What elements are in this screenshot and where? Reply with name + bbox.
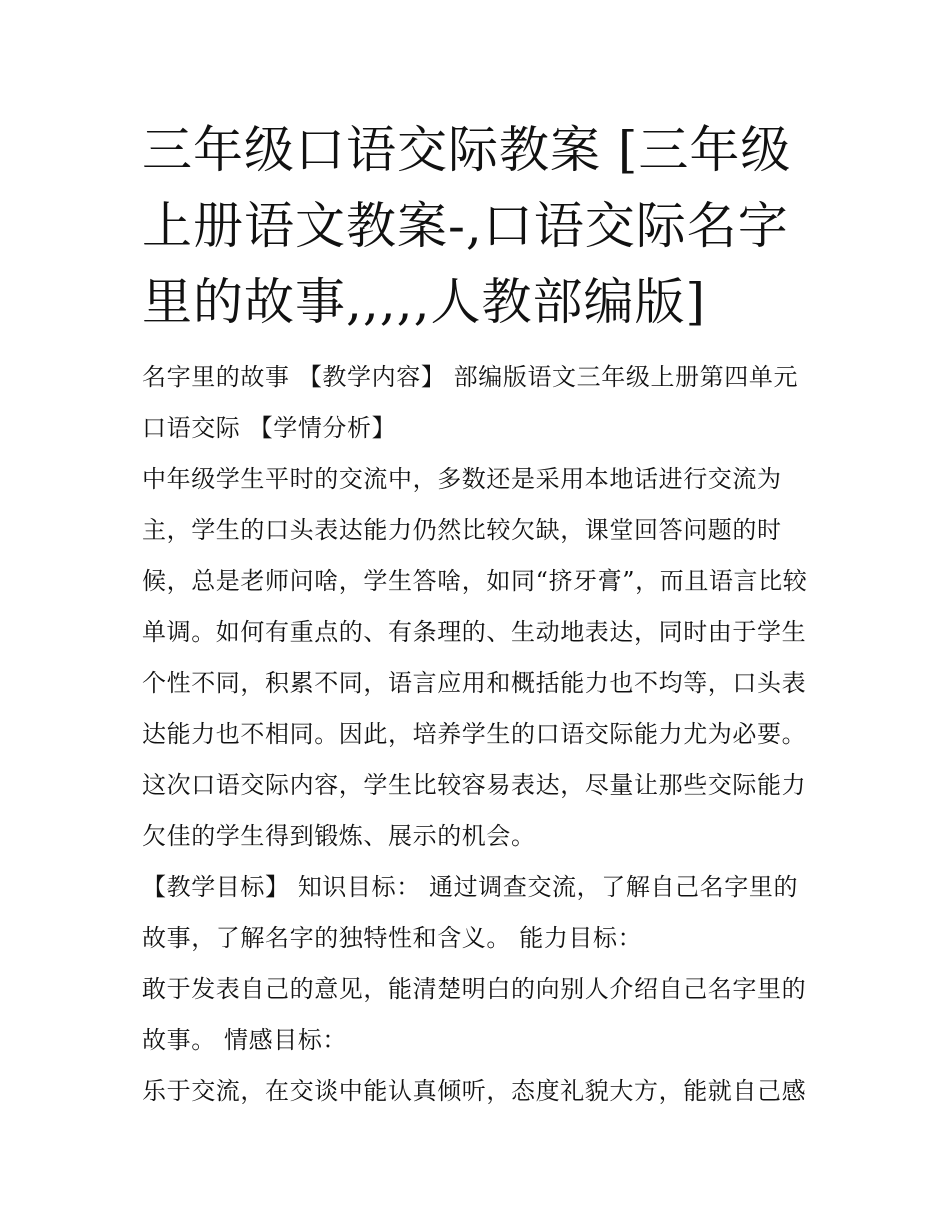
body-line: 主，学生的口头表达能力仍然比较欠缺，课堂回答问题的时 xyxy=(142,516,782,544)
body-line: 这次口语交际内容，学生比较容易表达，尽量让那些交际能力 xyxy=(142,771,807,799)
body-line: 达能力也不相同。因此，培养学生的口语交际能力尤为必要。 xyxy=(142,720,807,748)
body-line: 欠佳的学生得到锻炼、展示的机会。 xyxy=(142,822,536,850)
document-body xyxy=(142,352,822,1117)
body-line: 乐于交流，在交谈中能认真倾听，态度礼貌大方，能就自己感 xyxy=(142,1077,807,1105)
body-line: 候，总是老师问啥，学生答啥，如同“挤牙膏”，而且语言比较 xyxy=(142,567,808,595)
title-line: 三年级口语交际教案 [三年级 xyxy=(142,121,792,179)
title-line: 里的故事,,,,,人教部编版] xyxy=(142,273,706,331)
document-title xyxy=(142,112,822,340)
body-line: 故事。 情感目标： xyxy=(142,1026,348,1054)
title-line: 上册语文教案-,口语交际名字 xyxy=(142,197,789,255)
body-line: 敢于发表自己的意见，能清楚明白的向别人介绍自己名字里的 xyxy=(142,975,807,1003)
body-line: 名字里的故事 【教学内容】 部编版语文三年级上册第四单元 xyxy=(142,363,799,391)
body-line: 故事，了解名字的独特性和含义。 能力目标： xyxy=(142,924,643,952)
body-line: 单调。如何有重点的、有条理的、生动地表达，同时由于学生 xyxy=(142,618,807,646)
body-line: 【教学目标】 知识目标： 通过调查交流，了解自己名字里的 xyxy=(142,873,799,901)
body-line: 个性不同，积累不同，语言应用和概括能力也不均等，口头表 xyxy=(142,669,807,697)
body-line: 口语交际 【学情分析】 xyxy=(142,414,397,442)
body-line: 中年级学生平时的交流中，多数还是采用本地话进行交流为 xyxy=(142,465,782,493)
